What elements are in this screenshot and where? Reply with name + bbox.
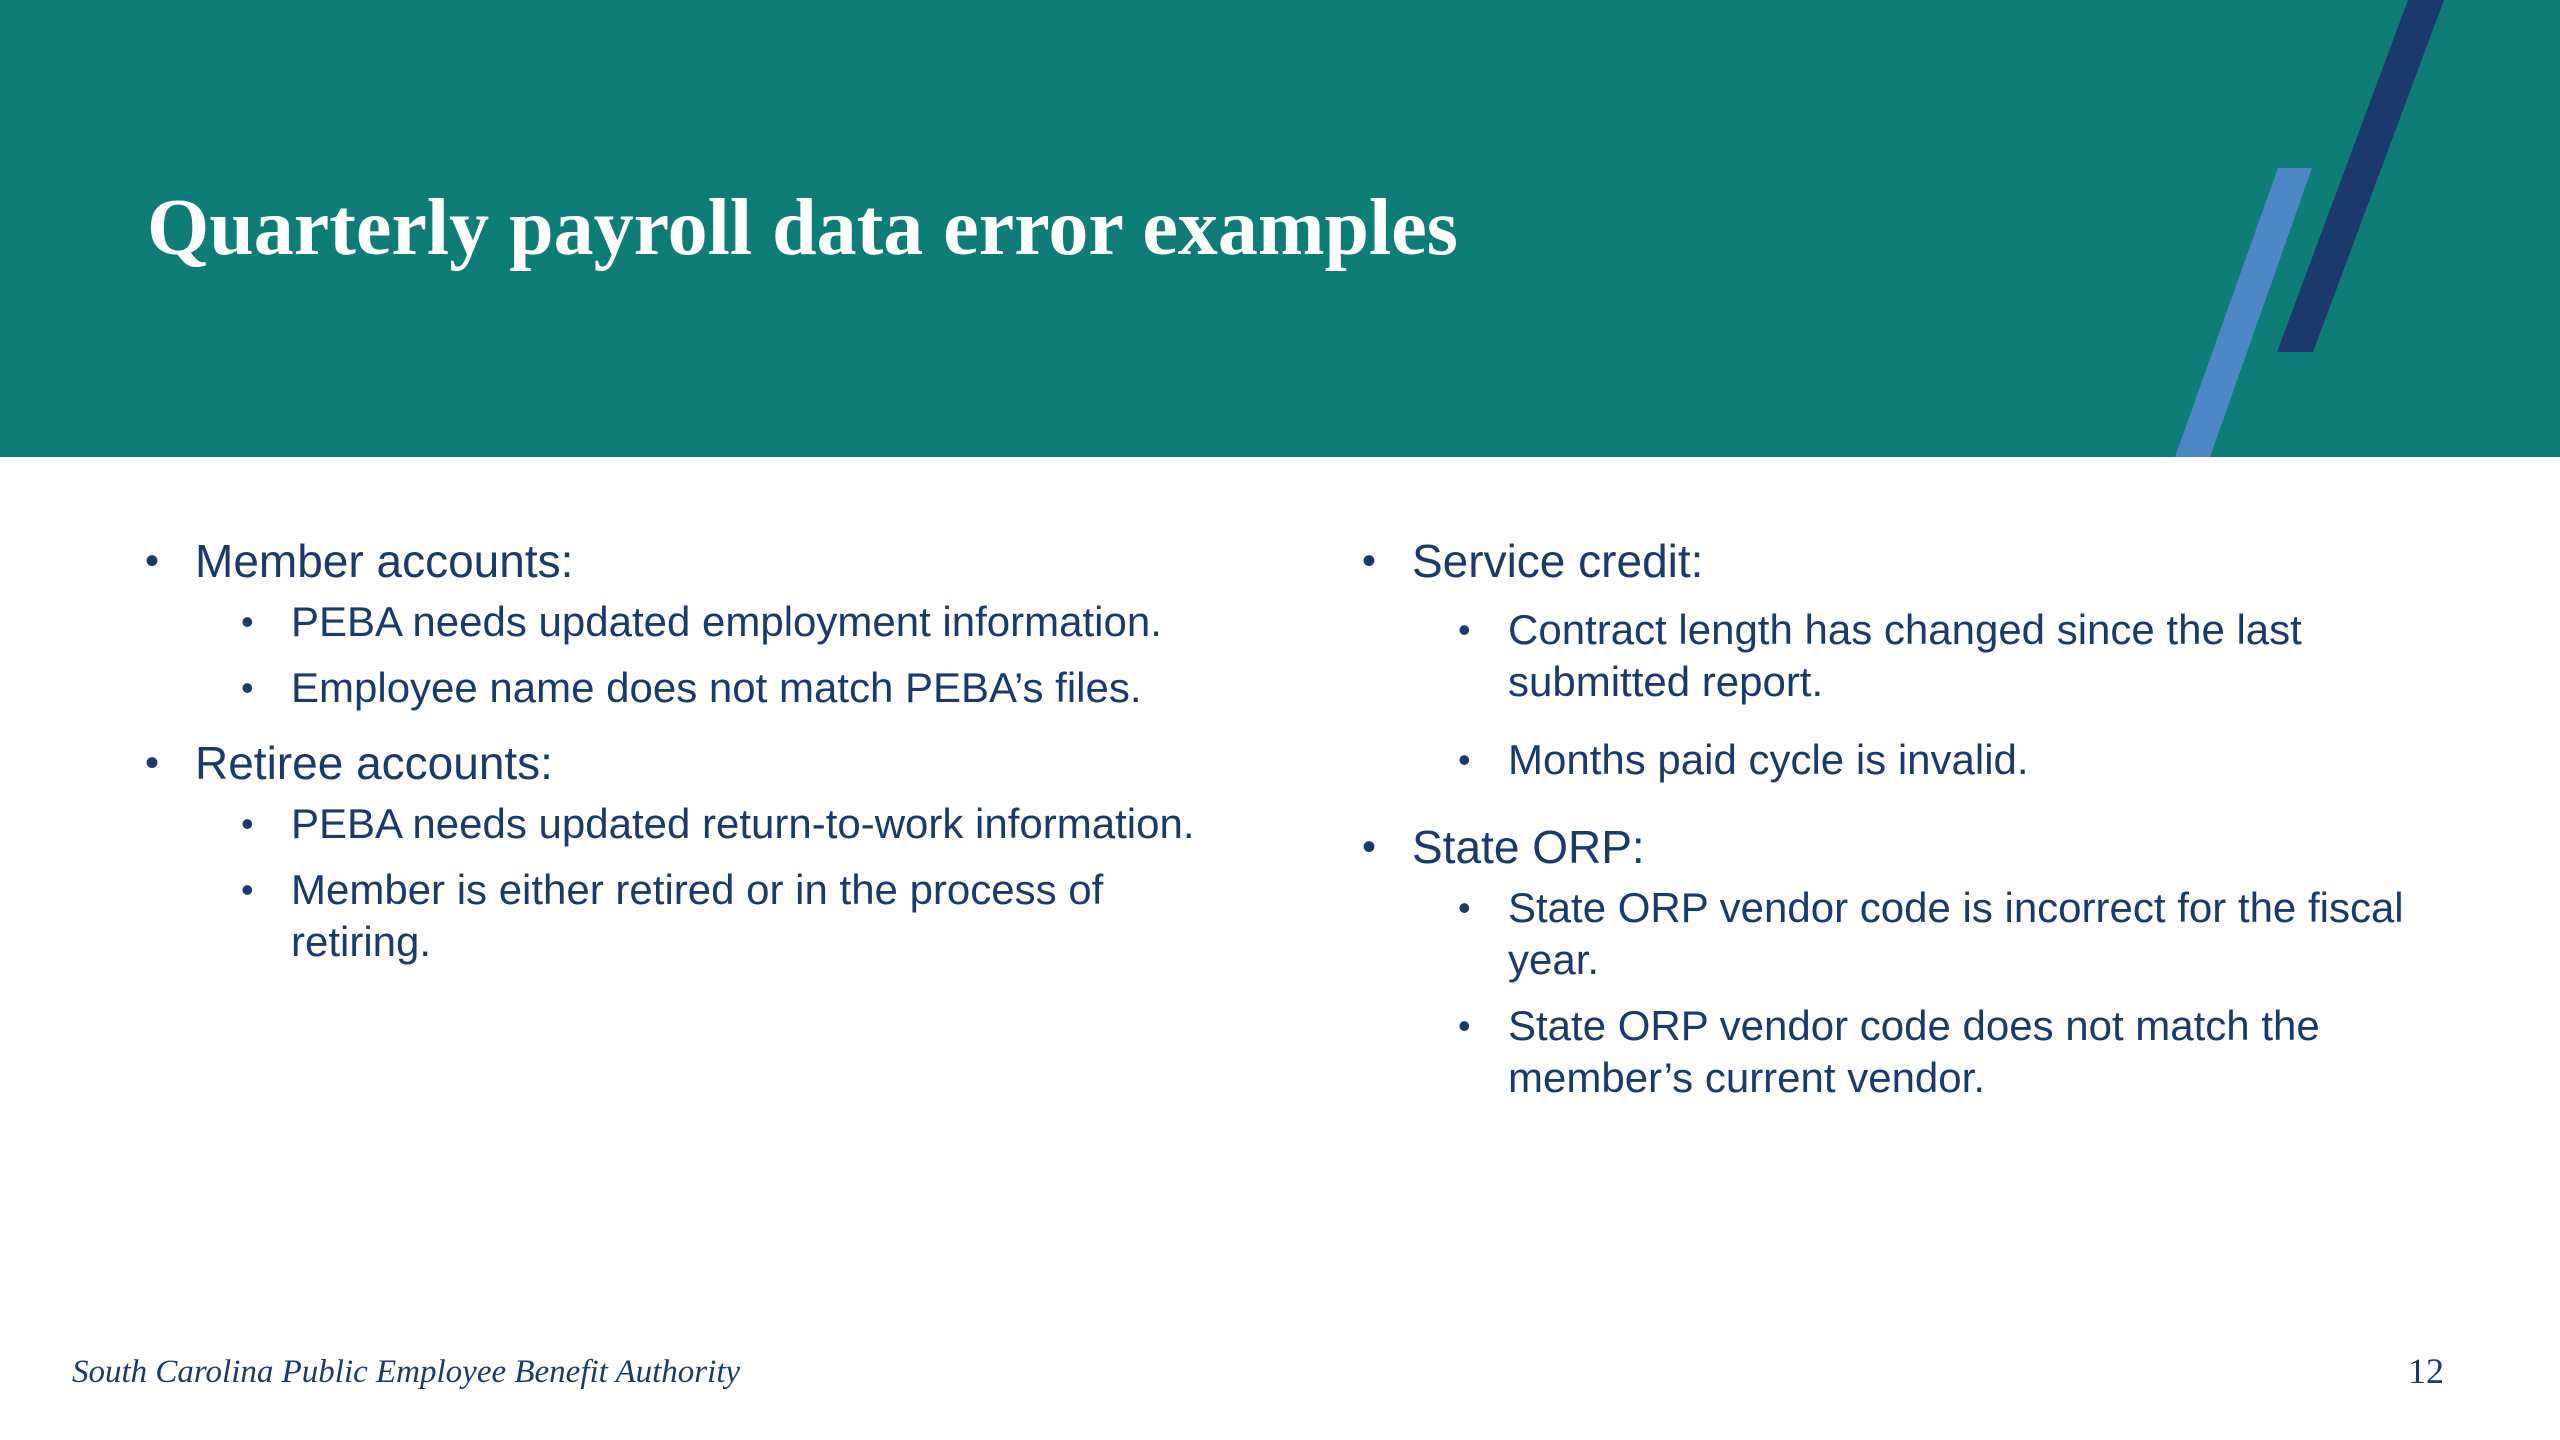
sub-bullet: • Contract length has changed since the last submitted report. bbox=[1458, 604, 2452, 708]
sub-bullet: • State ORP vendor code does not match the member’s current vendor. bbox=[1458, 1000, 2452, 1104]
sub-bullet: • Employee name does not match PEBA’s files. bbox=[241, 662, 1235, 714]
sub-bullet: • Months paid cycle is invalid. bbox=[1458, 734, 2452, 786]
light-slash-shape bbox=[2175, 168, 2312, 457]
bullet-heading: Retiree accounts: bbox=[195, 737, 553, 789]
sub-bullet: • Member is either retired or in the process of retiring. bbox=[241, 864, 1235, 968]
bullet-heading: Service credit: bbox=[1412, 535, 1704, 587]
slide-title: Quarterly payroll data error examples bbox=[147, 184, 1458, 272]
bullet-member-accounts bbox=[145, 526, 1235, 714]
bullet-service-credit bbox=[1362, 526, 2452, 786]
page-number: 12 bbox=[2408, 1351, 2444, 1391]
sub-bullet: • State ORP vendor code is incorrect for the fiscal year. bbox=[1458, 882, 2452, 986]
left-column bbox=[145, 526, 1235, 982]
bullet-retiree-accounts bbox=[145, 728, 1235, 968]
sub-bullet: • PEBA needs updated return-to-work information. bbox=[241, 798, 1235, 850]
right-column bbox=[1362, 526, 2452, 1118]
sub-bullet: • PEBA needs updated employment information. bbox=[241, 596, 1235, 648]
bullet-state-orp bbox=[1362, 812, 2452, 1104]
footer-organization: South Carolina Public Employee Benefit Authority bbox=[72, 1354, 741, 1390]
bullet-heading: Member accounts: bbox=[195, 535, 574, 587]
title-banner bbox=[0, 0, 2560, 457]
bullet-heading: State ORP: bbox=[1412, 821, 1645, 873]
